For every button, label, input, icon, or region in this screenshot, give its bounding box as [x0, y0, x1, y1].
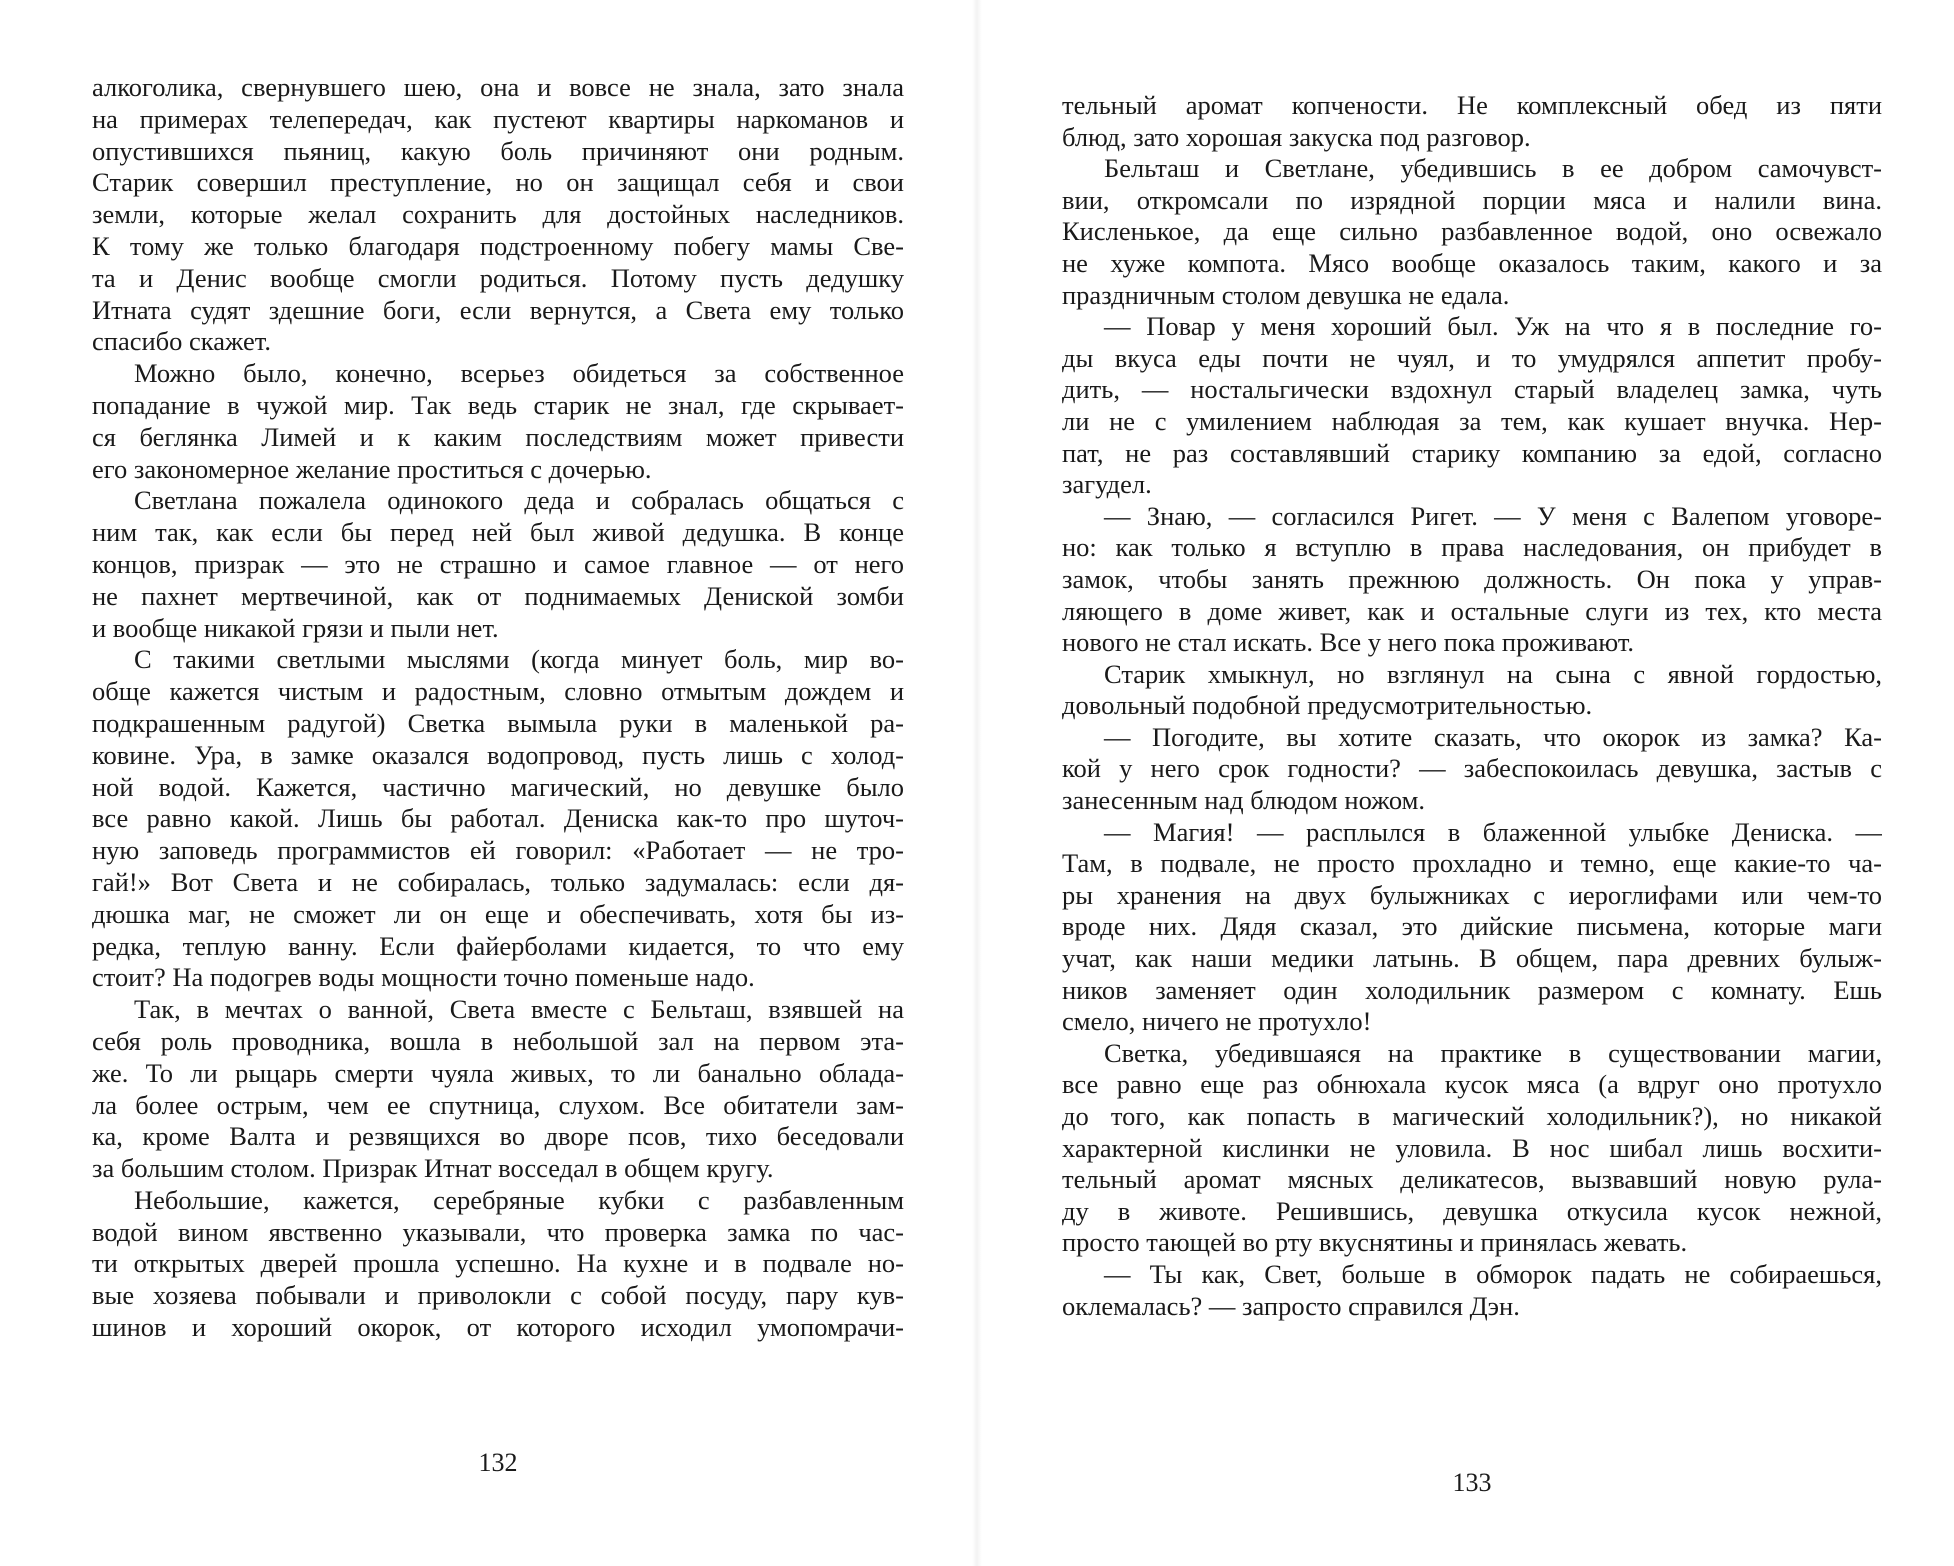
- text-line: опустившихся пьяниц, какую боль причиняют они родным.: [92, 135, 904, 166]
- text-line: характерной кислинки не уловила. В нос шибал лишь восхити-: [1062, 1132, 1882, 1163]
- text-line: кой у него срок годности? — забеспокоилась девушка, застыв с: [1062, 753, 1882, 784]
- text-line: на примерах телепередач, как пустеют квартиры наркоманов и: [92, 103, 904, 134]
- text-line: водой вином явственно указывали, что проверка замка по час-: [92, 1216, 904, 1247]
- text-line: подкрашенным радугой) Светка вымыла руки в маленькой ра-: [92, 707, 904, 738]
- text-line: пат, не раз составлявший старику компанию за едой, согласно: [1062, 437, 1882, 468]
- text-line: Так, в мечтах о ванной, Света вместе с Бельташ, взявшей на: [134, 994, 904, 1025]
- text-line: спасибо скажет.: [92, 326, 271, 357]
- text-line: себя роль проводника, вошла в небольшой зал на первом эта-: [92, 1025, 904, 1056]
- text-line: та и Денис вообще смогли родиться. Потому пусть дедушку: [92, 262, 904, 293]
- text-line: не пахнет мертвечиной, как от поднимаемых Дениской зомби: [92, 580, 904, 611]
- text-line: — Погодите, вы хотите сказать, что окорок из замка? Ка-: [1104, 721, 1882, 752]
- text-line: но: как только я вступлю в права наследования, он прибудет в: [1062, 532, 1882, 563]
- text-line: стоит? На подогрев воды мощности точно поменьше надо.: [92, 962, 755, 993]
- text-line: ды вкуса еды почти не чуял, и то умудрялся аппетит пробу-: [1062, 342, 1882, 373]
- text-line: ти открытых дверей прошла успешно. На кухне и в подвале но-: [92, 1248, 904, 1279]
- text-line: дить, — ностальгически вздохнул старый владелец замка, чуть: [1062, 374, 1882, 405]
- text-line: дюшка маг, не сможет ли он еще и обеспечивать, хотя бы из-: [92, 898, 904, 929]
- text-line: — Повар у меня хороший был. Уж на что я в последние го-: [1104, 311, 1882, 342]
- text-line: Кисленькое, да еще сильно разбавленное водой, оно освежало: [1062, 216, 1882, 247]
- page-number: 132: [478, 1448, 518, 1477]
- text-line: Итната судят здешние боги, если вернутся, а Света ему только: [92, 294, 904, 325]
- text-line: вроде них. Дядя сказал, это дийские письмена, которые маги: [1062, 911, 1882, 942]
- text-line: за большим столом. Призрак Итнат восседал в общем кругу.: [92, 1153, 774, 1184]
- text-line: занесенным над блюдом ножом.: [1062, 785, 1425, 816]
- text-line: смело, ничего не протухло!: [1062, 1006, 1372, 1037]
- text-line: до того, как попасть в магический холодильник?), но никакой: [1062, 1101, 1882, 1131]
- text-line: учат, как наши медики латынь. В общем, пара древних булыж-: [1062, 943, 1882, 974]
- text-line: довольный подобной предусмотрительностью.: [1062, 690, 1593, 721]
- text-line: ду в животе. Решившись, девушка откусила кусок нежной,: [1062, 1195, 1882, 1226]
- text-line: шинов и хороший окорок, от которого исходил умопомрачи-: [92, 1312, 904, 1343]
- book-gutter: [972, 0, 982, 1566]
- text-line: ла более острым, чем ее спутница, слухом. Все обитатели зам-: [92, 1089, 904, 1120]
- text-line: Старик совершил преступление, но он защищал себя и свои: [92, 167, 904, 198]
- text-line: блюд, зато хорошая закуска под разговор.: [1062, 121, 1531, 152]
- text-line: земли, которые желал сохранить для достойных наследников.: [92, 199, 904, 230]
- text-line: алкоголика, свернувшего шею, она и вовсе не знала, зато знала: [92, 72, 904, 102]
- text-line: Там, в подвале, не просто прохладно и темно, еще какие-то ча-: [1062, 848, 1882, 879]
- text-line: все равно еще раз обнюхала кусок мяса (а вдруг оно протухло: [1062, 1069, 1882, 1100]
- text-line: тельный аромат мясных деликатесов, вызвавший новую рула-: [1062, 1164, 1882, 1195]
- text-line: — Магия! — расплылся в блаженной улыбке Дениска. —: [1104, 816, 1882, 847]
- left-page: [92, 72, 904, 1344]
- text-line: тельный аромат копчености. Не комплексный обед из пяти: [1062, 90, 1882, 120]
- text-line: — Знаю, — согласился Ригет. — У меня с Валепом уговоре-: [1104, 500, 1882, 531]
- text-line: попадание в чужой мир. Так ведь старик не знал, где скрывает-: [92, 389, 904, 420]
- right-page: [1062, 90, 1882, 1322]
- text-line: ся беглянка Лимей и к каким последствиям может привести: [92, 421, 904, 452]
- text-line: просто тающей во рту вкуснятины и принялась жевать.: [1062, 1227, 1688, 1258]
- text-line: ную заповедь программистов ей говорил: «Работает — не тро-: [92, 835, 904, 866]
- text-line: концов, призрак — это не страшно и самое главное — от него: [92, 548, 904, 579]
- page-number: 133: [1452, 1468, 1492, 1497]
- text-line: ковине. Ура, в замке оказался водопровод, пусть лишь с холод-: [92, 739, 904, 770]
- text-line: вии, откромсали по изрядной порции мяса и налили вина.: [1062, 184, 1882, 215]
- text-line: Старик хмыкнул, но взглянул на сына с явной гордостью,: [1104, 658, 1882, 689]
- text-line: К тому же только благодаря подстроенному побегу мамы Све-: [92, 230, 904, 261]
- text-line: редка, теплую ванну. Если файерболами кидается, то что ему: [92, 930, 904, 961]
- text-line: Светка, убедившаяся на практике в существовании магии,: [1104, 1037, 1882, 1068]
- text-line: ляющего в доме живет, как и остальные слуги из тех, кто места: [1062, 595, 1882, 626]
- text-line: праздничным столом девушка не едала.: [1062, 279, 1510, 310]
- text-line: же. То ли рыцарь смерти чуяла живых, то ли банально облада-: [92, 1057, 904, 1088]
- text-line: его закономерное желание проститься с дочерью.: [92, 453, 652, 484]
- text-line: гай!» Вот Света и не собиралась, только задумалась: если дя-: [92, 866, 904, 897]
- text-line: ка, кроме Валта и резвящихся во дворе псов, тихо беседовали: [92, 1121, 904, 1152]
- text-line: вые хозяева побывали и приволокли с собой посуду, пару кув-: [92, 1280, 904, 1311]
- text-line: загудел.: [1062, 469, 1152, 500]
- text-line: ной водой. Кажется, частично магический, но девушке было: [92, 771, 904, 802]
- text-line: ли не с умилением наблюдая за тем, как кушает внучка. Нер-: [1062, 405, 1882, 436]
- text-line: Можно было, конечно, всерьез обидеться за собственное: [134, 358, 904, 389]
- text-line: и вообще никакой грязи и пыли нет.: [92, 612, 499, 643]
- text-line: ры хранения на двух булыжниках с иероглифами или чем-то: [1062, 879, 1882, 910]
- text-line: ним так, как если бы перед ней был живой дедушка. В конце: [92, 517, 904, 548]
- text-line: — Ты как, Свет, больше в обморок падать не собираешься,: [1104, 1258, 1882, 1289]
- text-line: обще кажется чистым и радостным, словно отмытым дождем и: [92, 676, 904, 707]
- text-line: все равно какой. Лишь бы работал. Дениска как-то про шуточ-: [92, 803, 904, 834]
- text-line: С такими светлыми мыслями (когда минует боль, мир во-: [134, 644, 904, 675]
- text-line: нового не стал искать. Все у него пока проживают.: [1062, 627, 1635, 658]
- text-line: оклемалась? — запросто справился Дэн.: [1062, 1290, 1520, 1321]
- text-line: Светлана пожалела одинокого деда и собралась общаться с: [134, 485, 904, 516]
- text-line: Небольшие, кажется, серебряные кубки с разбавленным: [134, 1184, 904, 1215]
- text-line: не хуже компота. Мясо вообще оказалось таким, какого и за: [1062, 247, 1882, 278]
- text-line: замок, чтобы занять прежнюю должность. Он пока у управ-: [1062, 563, 1882, 594]
- text-line: ников заменяет один холодильник размером с комнату. Ешь: [1062, 974, 1882, 1005]
- text-line: Бельташ и Светлане, убедившись в ее добром самочувст-: [1104, 153, 1882, 184]
